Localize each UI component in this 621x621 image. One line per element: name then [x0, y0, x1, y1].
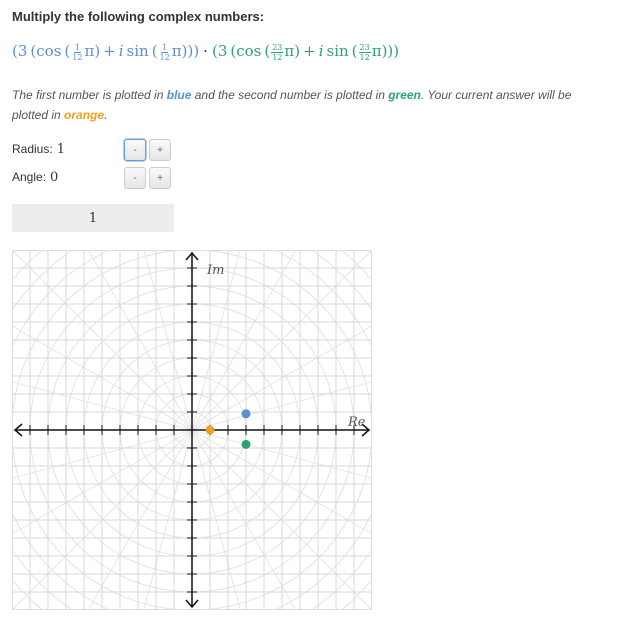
angle-row [12, 170, 58, 185]
first-point [242, 409, 251, 418]
green-word: green [388, 88, 421, 102]
plot-description: The first number is plotted in blue and the second number is plotted in green. Your current answer will be plotted in orange. [12, 88, 572, 122]
answer-display: 1 [12, 204, 174, 232]
answer-point [206, 426, 215, 435]
angle-label: Angle: [12, 170, 47, 184]
radius-value: 1 [56, 142, 65, 157]
expression: (3 (cos ( $\frac{1}{12}$ π) + i sin ( $\frac{1}{12}$ π))) · (3 (cos ( $\frac{23}{12}$ π) + i sin ( $\frac{23}{12}$ π))) [12, 42, 400, 62]
re-axis-label: Re [348, 415, 366, 430]
blue-word: blue [166, 88, 192, 102]
angle-increment-button[interactable]: + [149, 167, 171, 189]
radius-decrement-button[interactable]: - [124, 139, 146, 161]
second-point [242, 440, 251, 449]
radius-row [12, 142, 65, 157]
complex-plane-graph[interactable] [12, 250, 372, 610]
orange-word: orange [64, 108, 105, 122]
angle-decrement-button[interactable]: - [124, 167, 146, 189]
second-number: (3 (cos ( $\frac{23}{12}$ π) + i sin ( $\frac{23}{12}$ π))) [211, 42, 400, 62]
radius-label: Radius: [12, 142, 53, 156]
first-number: (3 (cos ( $\frac{1}{12}$ π) + i sin ( $\frac{1}{12}$ π))) [12, 42, 200, 62]
question-text: Multiply the following complex numbers: [12, 9, 265, 24]
angle-value: 0 [50, 170, 59, 185]
im-axis-label: Im [207, 263, 225, 278]
radius-increment-button[interactable]: + [149, 139, 171, 161]
